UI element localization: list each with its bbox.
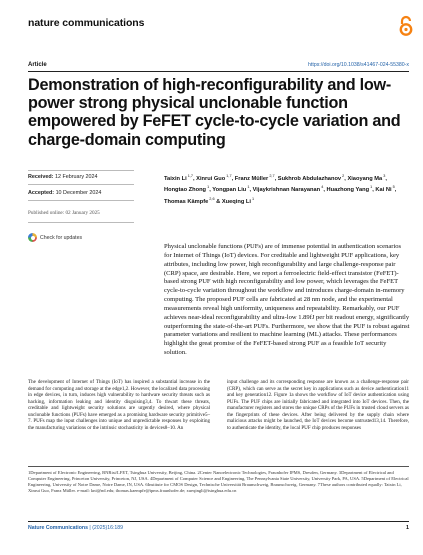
- body-column-right: input challenge and its corresponding response are known as a challenge-response pair (CRP), which can serve as the secret key in applications such as device authentication11 and key generation12. Figure 1a shows the workflow of IoT device authentication using PUFs. The PUF chips are initially fabricated and integrated into IoT devices. Then, the manufacturer registers and stores the unique CRPs of the PUFs in trusted cloud servers as the fingerprints of these devices. After being delivered by the supply chain where malicious attacks might be launched, the IoT devices become untrusted13,14. Therefore, to authenticate the identity, the local PUF chip produces responses: [227, 379, 409, 431]
- author-name[interactable]: Huazhong Yang: [326, 187, 370, 194]
- divider: [28, 170, 134, 171]
- footer-journal: Nature Communications: [28, 525, 88, 531]
- author-affiliation-marker: 2,6: [208, 196, 215, 201]
- author-affiliation-marker: 2: [341, 174, 345, 178]
- author-affiliation-marker: 1,7: [186, 174, 193, 178]
- divider: [28, 200, 134, 201]
- affiliations: 1Department of Electronic Engineering, BNRist/LFET, Tsinghua University, Beijing, China. 2Center Nanoelectronic Technologies, Fraunhofer IPMS, Dresden, Germany. 3Department of Electrical and Computer Engineering, Princeton University, Princeton, NJ, USA. 4Department of Computer Science and Engineering, The Pennsylvania State University, University Park, PA, USA. 5Department of Electrical Engineering, University of Notre Dame, Notre Dame, IN, USA. 6Institute for CMOS Design, Technische Universität Braunschweig, Braunschweig, Germany. 7These authors contributed equally: Taixin Li, Xinrui Guo, Franz Müller. e-mail: kni@nd.edu; thomas.kaempfe@ipms.fraunhofer.de; xueqingli@tsinghua.edu.cn: [28, 470, 409, 494]
- author-name[interactable]: Yongpan Liu: [212, 187, 247, 194]
- author-affiliation-marker: 1: [206, 185, 210, 190]
- article-type: Article: [28, 62, 47, 68]
- author-affiliation-marker: 5: [391, 185, 395, 190]
- author-name[interactable]: Vijaykrishnan Narayanan: [252, 187, 321, 194]
- accepted-date: [28, 190, 134, 196]
- author-name[interactable]: Xinrui Guo: [196, 175, 226, 182]
- author-name[interactable]: Thomas Kämpfe: [164, 198, 209, 205]
- author-affiliation-marker: 4: [320, 185, 324, 190]
- author-affiliation-marker: 1,7: [225, 174, 232, 178]
- journal-header: [28, 15, 408, 39]
- footer-citation: [28, 525, 123, 531]
- abstract: Physical unclonable functions (PUFs) are of immense potential in authentication scenarios for Internet of Things (IoT) devices. For creditable and lightweight PUF applications, key attributes, including low power, high reconfigurability and large challenge-response pair (CRP) space, are desirable. Here, we report a ferroelectric field-effect transistor (FeFET)-based strong PUF with high reconfigurability and low power, which leverages the FeFET cycle-to-cycle variation throughout the workflow and introduces charge-domain in-memory computing. The proposed PUF cells are fabricated at 28 nm node, and the experimental measurements reveal high uniformity, uniqueness and repeatability. Remarkably, our PUF achieves near-ideal reconfigurability and ultra-low 1.89fJ per bit readout energy, significantly outperforming the state-of-the-art PUFs. Furthermore, we show that the PUF is robust against parameter variations and resilient to machine learning (ML) attacks. These performances highlight the great promise of the FeFET-based strong PUF as a feasible IoT security solution.: [164, 243, 410, 357]
- doi-link[interactable]: https://doi.org/10.1038/s41467-024-55380-x: [308, 62, 409, 68]
- author-name[interactable]: Xueqing Li: [221, 198, 251, 205]
- author-name[interactable]: Kai Ni: [375, 187, 392, 194]
- author-affiliation-marker: 1: [246, 185, 250, 190]
- received-date: [28, 174, 134, 180]
- check-updates-label: Check for updates: [40, 234, 83, 241]
- page-number: 1: [406, 525, 409, 531]
- author-name[interactable]: Xiaoyang Ma: [347, 175, 383, 182]
- received-value: 12 February 2024: [54, 174, 98, 180]
- footer-divider: [28, 521, 409, 522]
- divider: [28, 222, 134, 223]
- published-date: Published online: 02 January 2025: [28, 210, 100, 216]
- divider: [28, 184, 134, 185]
- author-affiliation-marker: 2,7: [268, 174, 275, 178]
- check-updates-icon: [28, 233, 37, 242]
- author-name[interactable]: Sukhrob Abdulazhanov: [277, 175, 342, 182]
- author-name[interactable]: Franz Müller: [234, 175, 269, 182]
- body-column-left: The development of Internet of Things (IoT) has inspired a substantial increase in the demand for computing and storage at the edge1,2. However, the localized data processing in edge devices, in turn, induces high vulnerability to hardware security threats such as hacking, information leaking and identity disguising3,4. To thwart these threats, creditable and lightweight security solutions are urgently desired, where physical unclonable functions (PUFs) have emerged as a promising hardware security primitive5–7. PUFs map the input challenges into unique and unpredictable responses by exploiting the manufacturing variations or the intrinsic stochasticity in devices8–10. An: [28, 379, 210, 431]
- journal-name: nature communications: [28, 17, 145, 29]
- footer-citation-text: | (2025)16:189: [89, 525, 124, 531]
- footnote-divider: [28, 466, 409, 467]
- accepted-value: 10 December 2024: [55, 190, 102, 196]
- received-label: Received:: [28, 174, 54, 180]
- author-affiliation-marker: 3: [382, 174, 386, 178]
- accepted-label: Accepted:: [28, 190, 55, 196]
- author-affiliation-marker: 1: [250, 196, 255, 201]
- author-name[interactable]: Taixin Li: [164, 175, 187, 182]
- article-title: Demonstration of high-reconfigurability and low-power strong physical unclonable function empowered by FeFET cycle-to-cycle variation and charge-domain computing: [28, 76, 401, 149]
- header-divider: [28, 71, 409, 72]
- author-affiliation-marker: 1: [369, 185, 373, 190]
- open-access-icon: [398, 15, 414, 37]
- check-updates-button[interactable]: [28, 233, 100, 242]
- author-list: Taixin Li $^{1,7}$, Xinrui Guo $^{1,7}$, Franz Müller $^{2,7}$, Sukhrob Abdulazhanov $^2$, Xiaoyang Ma $^3$, Hongtao Zhong $^1$, Yongpan Liu $^1$, Vijaykrishnan Narayanan $^4$, Huazhong Yang $^1$, Kai Ni $^5$, Thomas Kämpfe $^{2,6}$ & Xueqing Li $^1$: [164, 174, 397, 205]
- author-name[interactable]: Hongtao Zhong: [164, 187, 207, 194]
